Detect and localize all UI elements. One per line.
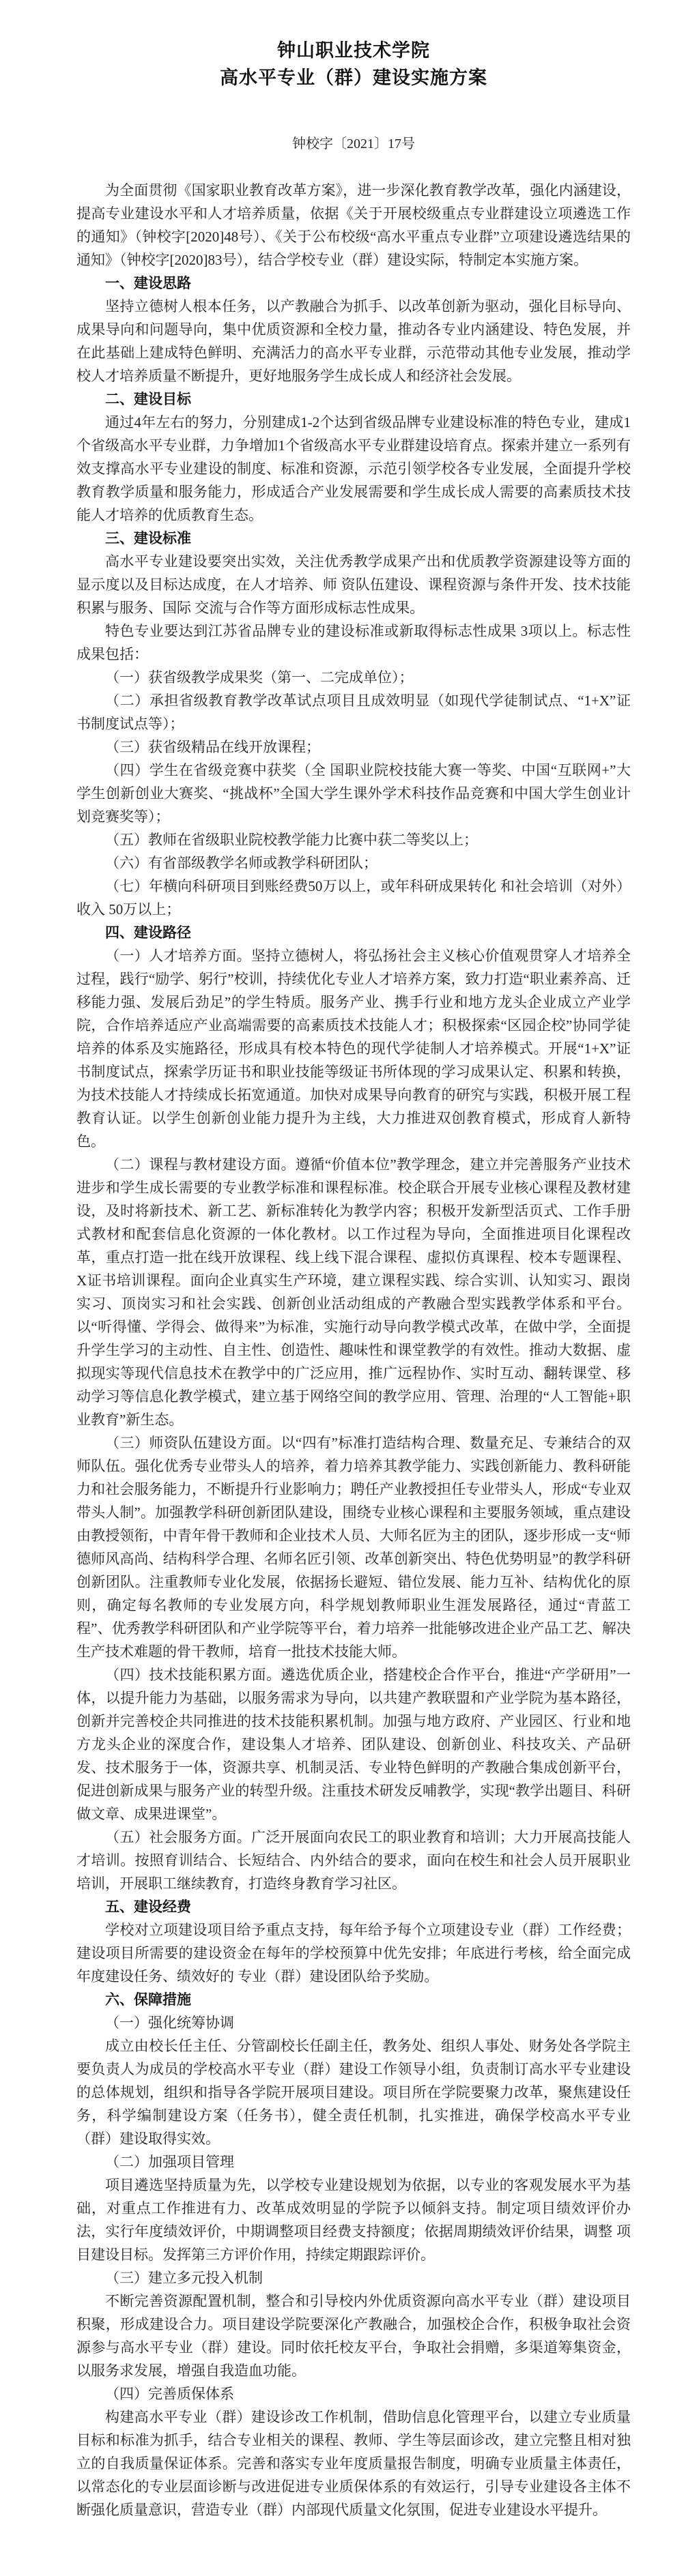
paragraph: 学校对立项建设项目给予重点支持，每年给予每个立项建设专业（群）工作经费；建设项目所需要的建设资金在每年的学校预算中优先安排；年底进行考核，给全面完成年度建设任务、绩效好的 专业（群）建设团队给予奖励。 — [76, 1922, 631, 1985]
paragraph: 高水平专业建设要突出实效，关注优秀教学成果产出和优质教学资源建设等方面的显示度以及目标达成度，在人才培养、师 资队伍建设、课程资源与条件开发、技术技能积累与服务、国际 交流与合作等方面形成标志性成果。 — [76, 553, 631, 616]
paragraph: 项目遴选坚持质量为先，以学校专业建设规划为依据，以专业的客观发展水平为基础，对重点工作推进有力、改革成效明显的学院予以倾斜支持。制定项目绩效评价办法，实行年度绩效评价，中期调整项目经费支持额度；依据周期绩效评价结果，调整 项目建设目标。发挥第三方评价作用，持续定期跟踪评价。 — [76, 2177, 631, 2263]
paragraph: 构建高水平专业（群）建设诊改工作机制，借助信息化管理平台，以建立专业质量目标和标准为抓手，结合专业相关的课程、教师、学生等层面诊改，建立完整且相对独立的自我质量保证体系。完善和落实专业年度质量报告制度，明确专业质量主体责任，以常态化的专业层面诊断与改进促进专业质保体系的有效运行，引导专业建设各主体不断强化质量意识，营造专业（群）内部现代质量文化氛围，促进专业建设水平提升。 — [76, 2409, 631, 2518]
paragraph: （一）获省级教学成果奖（第一、二完成单位）； — [105, 669, 414, 686]
sub-heading: （三）建立多元投入机制 — [105, 2270, 263, 2286]
paragraph: （三）获省级精品在线开放课程； — [105, 739, 320, 755]
sub-heading: （二）加强项目管理 — [105, 2154, 234, 2170]
section-heading: 六、保障措施 — [105, 1991, 191, 2008]
paragraph: （七）年横向科研项目到账经费50万以上，或年科研成果转化 和社会培训（对外）收入 50万以上； — [76, 878, 631, 918]
document-title — [76, 37, 631, 91]
document-number: 钟校字〔2021〕17号 — [292, 136, 415, 151]
section-heading: 四、建设路径 — [105, 924, 191, 941]
title-line-1: 钟山职业技术学院 — [277, 40, 430, 61]
section-heading: 三、建设标准 — [105, 530, 191, 546]
paragraph: （一）人才培养方面。坚持立德树人，将弘扬社会主义核心价值观贯穿人才培养全过程，践行“励学、躬行”校训，持续优化专业人才培养方案，致力打造“职业素养高、迁移能力强、发展后劲足”的学生特质。服务产业、携手行业和地方龙头企业成立产业学院，合作培养适应产业高端需要的高素质技术技能人才；积极探索“区园企校”协同学徒培养的体系及实施路径，形成具有校本特色的现代学徒制人才培养模式。开展“1+X”证书制度试点，探索学历证书和职业技能等级证书所体现的学习成果认定、积累和转换，为技术技能人才持续成长拓宽通道。加快对成果导向教育的研究与实践，积极开展工程教育认证。以学生创新创业能力提升为主线，大力推进双创教育模式，形成育人新特色。 — [76, 948, 631, 1150]
section-heading: 五、建设经费 — [105, 1899, 191, 1915]
paragraph: （六）有省部级教学名师或教学科研团队； — [105, 855, 377, 871]
paragraph: （二）承担省级教育教学改革试点项目且成效明显（如现代学徒制试点、“1+X”证书制度试点等）； — [76, 692, 631, 732]
paragraph: （三）师资队伍建设方面。以“四有”标准打造结构合理、数量充足、专兼结合的双师队伍。强化优秀专业带头人的培养，着力培养其教学能力、实践创新能力、教科研能力和社会服务能力，不断提升行业影响力；聘任产业教授担任专业带头人，形成“专业双带头人制”。加强教学科研创新团队建设，围绕专业核心课程和主要服务领域，重点建设由教授领衔，中青年骨干教师和企业技术人员、大师名匠为主的团队，逐步形成一支“师德师风高尚、结构科学合理、名师名匠引领、改革创新突出、特色优势明显”的教学科研创新团队。注重教师专业化发展，依据扬长避短、错位发展、能力互补、结构优化的原则，确定每名教师的专业发展方向，科学规划教师职业生涯发展路径，通过“青蓝工程”、优秀教学科研团队和产业学院等平台，着力培养一批能够改进企业产品工艺、解决生产技术难题的骨干教师，培育一批技术技能大师。 — [76, 1435, 631, 1660]
sub-heading: （一）强化统筹协调 — [105, 2015, 234, 2031]
sub-heading: （四）完善质保体系 — [105, 2386, 234, 2402]
section-heading: 二、建设目标 — [105, 391, 191, 407]
paragraph: 坚持立德树人根本任务，以产教融合为抓手、以改革创新为驱动，强化目标导向、成果导向和问题导向，集中优质资源和全校力量，推动各专业内涵建设、特色发展，并在此基础上建成特色鲜明、充满活力的高水平专业群，示范带动其他专业发展，推动学校人才培养质量不断提升，更好地服务学生成长成人和经济社会发展。 — [76, 298, 631, 384]
paragraph: （五）教师在省级职业院校教学能力比赛中获二等奖以上； — [105, 832, 478, 848]
paragraph: 成立由校长任主任、分管副校长任副主任，教务处、组织人事处、财务处各学院主要负责人为成员的学校高水平专业（群）建设工作领导小组，负责制订高水平专业建设的总体规划，组织和指导各学院开展项目建设。项目所在学院要聚力改革，聚焦建设任务，科学编制建设方案（任务书），健全责任机制，扎实推进，确保学校高水平专业（群）建设取得实效。 — [76, 2038, 631, 2147]
section-heading: 一、建设思路 — [105, 275, 191, 291]
paragraph: （二）课程与教材建设方面。遵循“价值本位”教学理念，建立并完善服务产业技术进步和学生成长需要的专业教学标准和课程标准。校企联合开展专业核心课程及教材建设，及时将新技术、新工艺、新标准转化为教学内容；积极开发新型活页式、工作手册式教材和配套信息化资源的一体化教材。以工作过程为导向，全面推进项目化课程改革，重点打造一批在线开放课程、线上线下混合课程、虚拟仿真课程、校本专题课程、X证书培训课程。面向企业真实生产环境，建立课程实践、综合实训、认知实习、跟岗实习、顶岗实习和社会实践、创新创业活动组成的产教融合型实践教学体系和平台。以“听得懂、学得会、做得来”为标准，实施行动导向教学模式改革，在做中学，全面提升学生学习的主动性、自主性、创造性、趣味性和课堂教学的有效性。推动大数据、虚拟现实等现代信息技术在教学中的广泛应用，推广远程协作、实时互动、翻转课堂、移动学习等信息化教学模式，建立基于网络空间的教学应用、管理、治理的“人工智能+职业教育”新生态。 — [76, 1156, 631, 1428]
paragraph: （四）学生在省级竞赛中获奖（全 国职业院校技能大赛一等奖、中国“互联网+”大学生创新创业大赛奖、“挑战杯”全国大学生课外学术科技作品竞赛和中国大学生创业计划竞赛奖等）； — [76, 762, 631, 825]
paragraph: 不断完善资源配置机制，整合和引导校内外优质资源向高水平专业（群）建设项目积聚，形成建设合力。项目建设学院要深化产教融合，加强校企合作，积极争取社会资源参与高水平专业（群）建设。同时依托校友平台，争取社会捐赠，多渠道筹集资金， 以服务求发展，增强自我造血功能。 — [76, 2293, 631, 2379]
paragraph: 为全面贯彻《国家职业教育改革方案》，进一步深化教育教学改革，强化内涵建设，提高专业建设水平和人才培养质量，依据《关于开展校级重点专业群建设立项遴选工作的通知》（钟校字[2020]48号）、《关于公布校级“高水平重点专业群”立项建设遴选结果的通知》（钟校字[2020]83号），结合学校专业（群）建设实际，特制定本实施方案。 — [76, 182, 631, 268]
paragraph: （四）技术技能积累方面。遴选优质企业，搭建校企合作平台，推进“产学研用”一体，以提升能力为基础，以服务需求为导向，以共建产教联盟和产业学院为基本路径，创新并完善校企共同推进的技术技能积累机制。加强与地方政府、产业园区、行业和地方龙头企业的深度合作，建设集人才培养、团队建设、创新创业、科技攻关、产品研发、技术服务于一体，资源共享、机制灵活、专业特色鲜明的产教融合集成创新平台，促进创新成果与服务产业的转型升级。注重技术研发反哺教学，实现“教学出题目、科研做文章、成果进课堂”。 — [76, 1667, 631, 1822]
paragraph: 通过4年左右的努力，分别建成1-2个达到省级品牌专业建设标准的特色专业，建成1个省级高水平专业群，力争增加1个省级高水平专业群建设培育点。探索并建立一系列有效支撑高水平专业建设的制度、标准和资源，示范引领学校各专业发展，全面提升学校教育教学质量和服务能力，形成适合产业发展需要和学生成长成人需要的高素质技术技能人才培养的优质教育生态。 — [76, 414, 631, 523]
paragraph: 特色专业要达到江苏省品牌专业的建设标准或新取得标志性成果 3项以上。标志性成果包括： — [76, 623, 631, 662]
title-line-2: 高水平专业（群）建设实施方案 — [220, 68, 487, 88]
document-body — [76, 179, 631, 2521]
paragraph: （五）社会服务方面。广泛开展面向农民工的职业教育和培训；大力开展高技能人才培训。按照育训结合、长短结合、内外结合的要求，面向在校生和社会人员开展职业培训，开展职工继续教育，打造终身教育学习社区。 — [76, 1829, 631, 1892]
